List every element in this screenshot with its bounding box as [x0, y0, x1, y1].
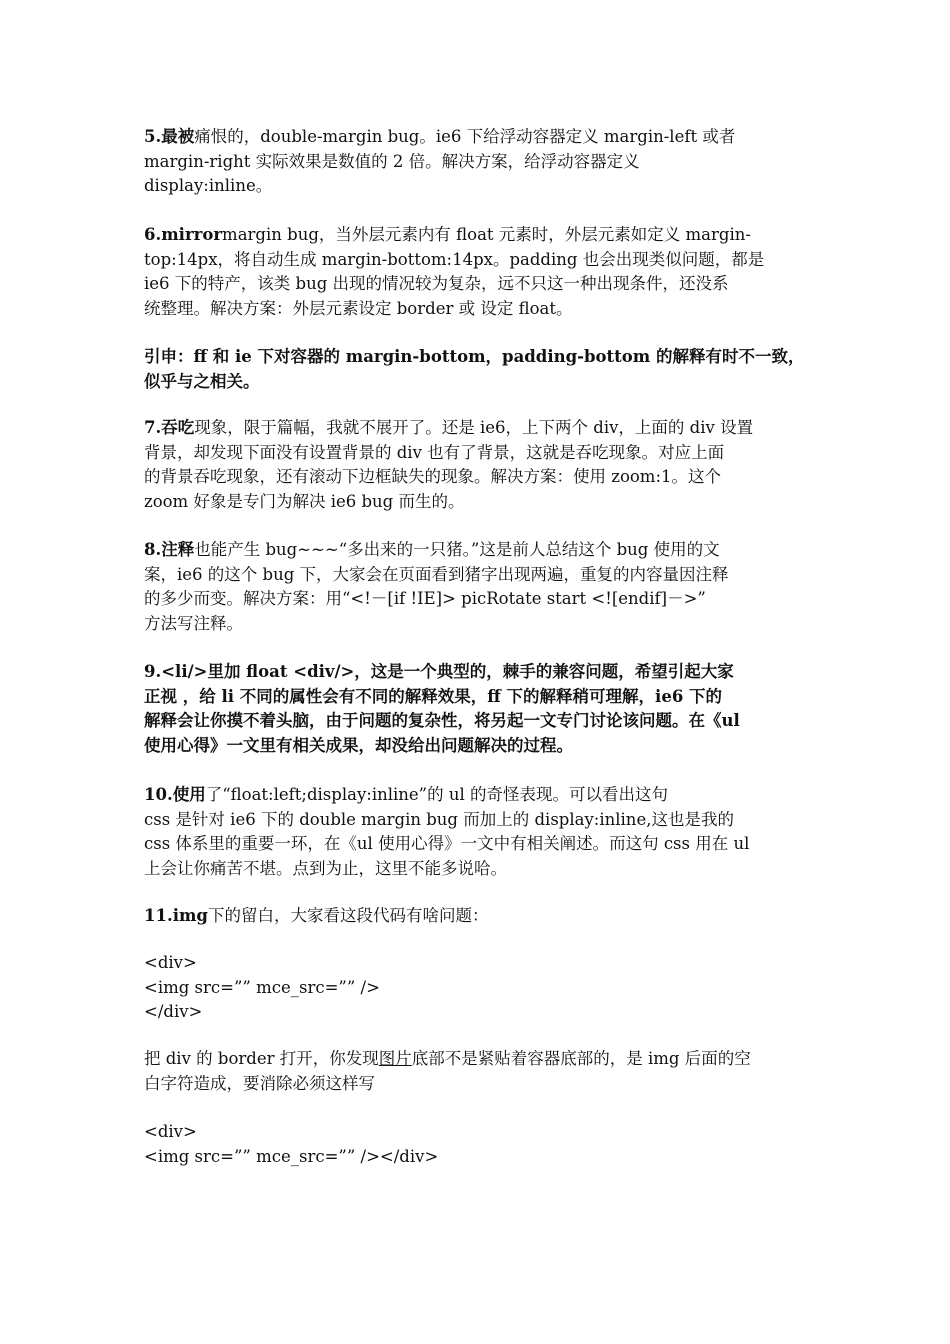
paragraph-10-line-1: 了“float:left;display:inline”的 ul 的奇怪表现。可以看出这句 [205, 785, 669, 804]
paragraph-8-line-4: 方法写注释。 [144, 613, 243, 633]
paragraph-6-line-2: top:14px，将自动生成 margin-bottom:14px。padding 也会出现类似问题，都是 [144, 249, 765, 269]
paragraph-6 [144, 223, 816, 321]
paragraph-6-line-1: margin bug，当外层元素内有 float 元素时，外层元素如定义 margin- [222, 225, 751, 244]
paragraph-10-line-2: css 是针对 ie6 下的 double margin bug 而加上的 display:inline,这也是我的 [144, 809, 734, 829]
code-block-2 [144, 1120, 816, 1169]
paragraph-8 [144, 538, 816, 636]
paragraph-11-lead: 11.img [144, 906, 208, 925]
paragraph-7-line-4: zoom 好象是专门为解决 ie6 bug 而生的。 [144, 491, 465, 511]
paragraph-8-line-1: 也能产生 bug~~~“多出来的一只猪。”这是前人总结这个 bug 使用的文 [194, 540, 720, 559]
paragraph-12-line-1-before: 把 div 的 border 打开，你发现 [144, 1049, 379, 1068]
paragraph-12-line-2: 白字符造成，要消除必须这样写 [144, 1073, 375, 1093]
paragraph-5-line-2: margin-right 实际效果是数值的 2 倍。解决方案，给浮动容器定义 [144, 151, 640, 171]
paragraph-10 [144, 783, 816, 881]
note-paragraph [144, 345, 816, 394]
paragraph-7 [144, 416, 816, 514]
image-link[interactable]: 图片 [378, 1049, 412, 1068]
paragraph-5-line-1: 痛恨的，double-margin bug。ie6 下给浮动容器定义 margin-left 或者 [194, 127, 736, 146]
paragraph-7-line-2: 背景，却发现下面没有设置背景的 div 也有了背景，这就是吞吃现象。对应上面 [144, 442, 725, 462]
code-block-1 [144, 951, 816, 1025]
paragraph-9-line-1: 9.<li/>里加 float <div/>，这是一个典型的，棘手的兼容问题，希望引起大家 [144, 662, 734, 681]
paragraph-11-rest: 下的留白，大家看这段代码有啥问题： [207, 906, 489, 925]
paragraph-5-lead: 5.最被 [144, 127, 195, 146]
code-1-line-2: <img src=”” mce_src=”” /> [144, 977, 380, 997]
paragraph-9-line-3: 解释会让你摸不着头脑，由于问题的复杂性，将另起一文专门讨论该问题。在《ul [144, 711, 740, 730]
paragraph-7-lead: 7.吞吃 [144, 418, 195, 437]
note-line-1: 引申：ff 和 ie 下对容器的 margin-bottom，padding-bottom 的解释有时不一致， [144, 347, 805, 366]
code-2-line-1: <div> [144, 1122, 197, 1141]
paragraph-9-line-2: 正视 ，给 li 不同的属性会有不同的解释效果，ff 下的解释稍可理解，ie6 下的 [144, 686, 723, 706]
code-1-line-3: </div> [144, 1002, 203, 1021]
paragraph-8-lead: 8.注释 [144, 540, 195, 559]
paragraph-10-line-4: 上会让你痛苦不堪。点到为止，这里不能多说哈。 [144, 858, 507, 878]
paragraph-8-line-3: 的多少而变。解决方案：用“<!－[if !IE]> picRotate start <![endif]－>” [144, 589, 706, 608]
code-1-line-1: <div> [144, 953, 197, 972]
paragraph-9 [144, 660, 816, 758]
paragraph-10-line-3: css 体系里的重要一环，在《ul 使用心得》一文中有相关阐述。而这句 css 用在 ul [144, 834, 750, 853]
paragraph-7-line-3: 的背景吞吃现象，还有滚动下边框缺失的现象。解决方案：使用 zoom:1。这个 [144, 467, 722, 486]
paragraph-6-line-4: 统整理。解决方案：外层元素设定 border 或 设定 float。 [144, 298, 573, 318]
code-2-line-2: <img src=”” mce_src=”” /></div> [144, 1146, 439, 1166]
paragraph-6-line-3: ie6 下的特产，该类 bug 出现的情况较为复杂，远不只这一种出现条件，还没系 [144, 274, 729, 293]
paragraph-8-line-2: 案，ie6 的这个 bug 下，大家会在页面看到猪字出现两遍，重复的内容量因注释 [144, 564, 729, 584]
paragraph-12-line-1-after: 底部不是紧贴着容器底部的，是 img 后面的空 [411, 1049, 751, 1068]
paragraph-5 [144, 125, 816, 199]
note-line-2: 似乎与之相关。 [144, 371, 260, 391]
paragraph-10-lead: 10.使用 [144, 785, 206, 804]
paragraph-12 [144, 1047, 816, 1096]
paragraph-11 [144, 904, 816, 929]
paragraph-9-line-4: 使用心得》一文里有相关成果，却没给出问题解决的过程。 [144, 735, 573, 755]
paragraph-6-lead: 6.mirror [144, 225, 223, 244]
paragraph-5-line-3: display:inline。 [144, 176, 273, 195]
paragraph-7-line-1: 现象，限于篇幅，我就不展开了。还是 ie6，上下两个 div，上面的 div 设置 [194, 418, 754, 437]
